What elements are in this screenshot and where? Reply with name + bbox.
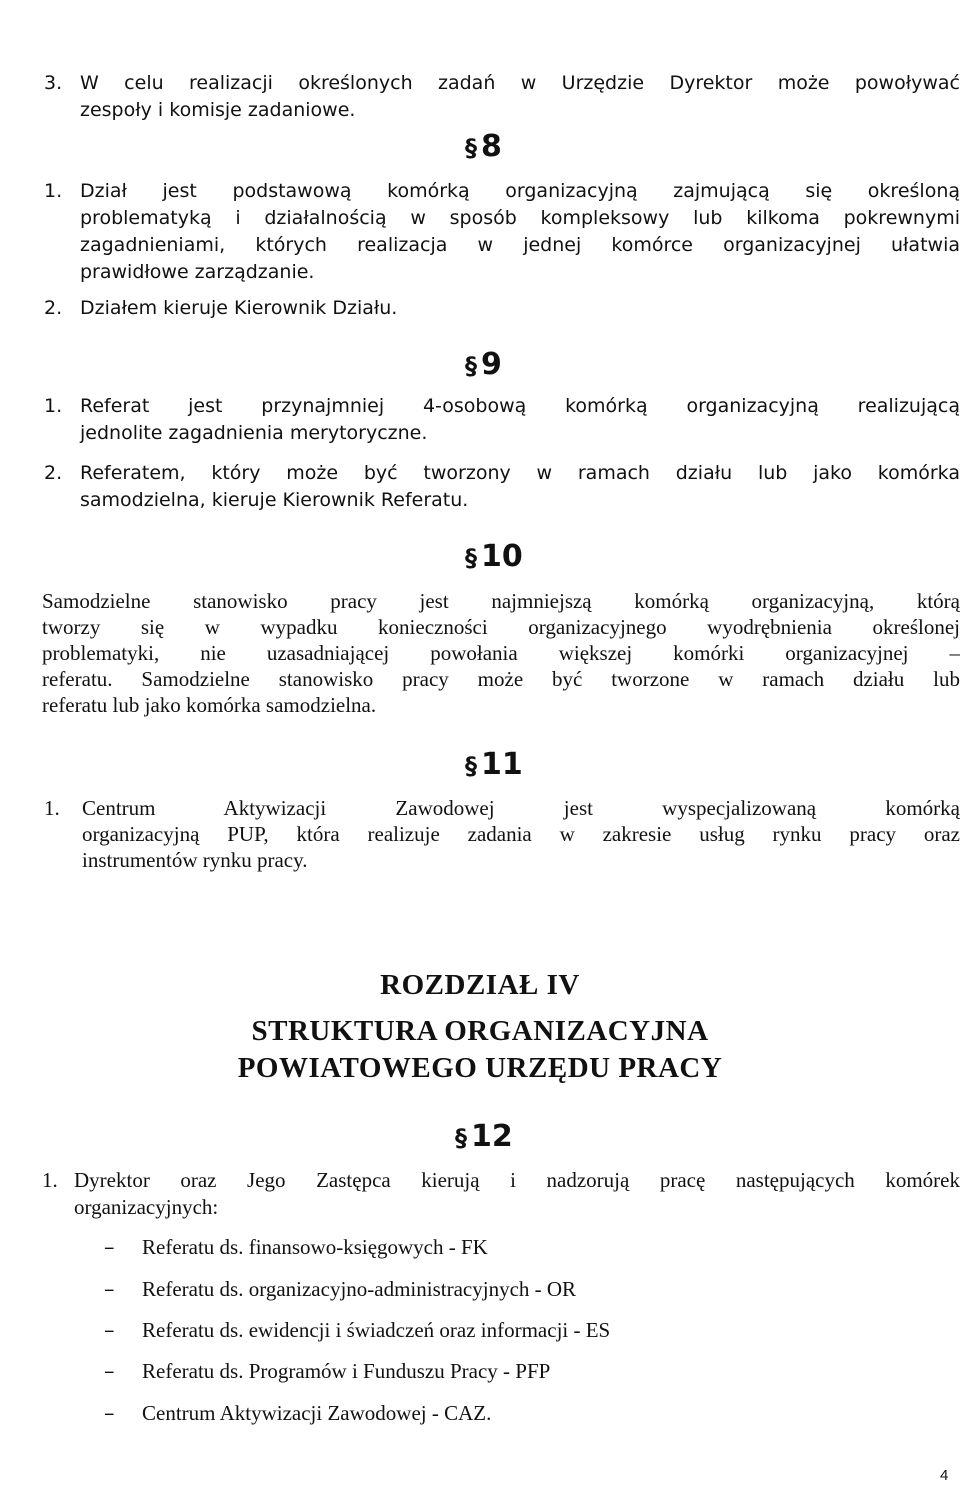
list-bullet: – <box>104 1359 115 1383</box>
text-line: problematyki, nie uzasadniającej powołania większej komórki organizacyjnej – <box>42 641 960 665</box>
text-line: Centrum Aktywizacji Zawodowej jest wyspecjalizowaną komórką <box>82 796 960 820</box>
text-line: zespoły i komisje zadaniowe. <box>80 99 356 121</box>
item-number: 1. <box>44 395 63 417</box>
list-bullet: – <box>104 1318 115 1342</box>
text-line: Dział jest podstawową komórką organizacyjną zajmującą się określoną <box>80 180 960 202</box>
page-number: 4 <box>940 1467 949 1484</box>
item-number: 3. <box>44 72 63 94</box>
section-symbol: § <box>465 544 477 572</box>
item-number: 1. <box>44 180 63 202</box>
text-line: tworzy się w wypadku konieczności organizacyjnego wyodrębnienia określonej <box>42 615 960 639</box>
chapter-title-line-1: STRUKTURA ORGANIZACYJNA <box>251 1015 709 1047</box>
s10-paragraph <box>42 588 960 718</box>
section-symbol: § <box>465 352 477 380</box>
text-line: Referat jest przynajmniej 4-osobową komórką organizacyjną realizującą <box>80 395 960 417</box>
text-line: jednolite zagadnienia merytoryczne. <box>80 422 428 444</box>
section-symbol: § <box>455 1124 467 1152</box>
text-line: Działem kieruje Kierownik Działu. <box>80 297 398 319</box>
list-bullet: – <box>104 1401 115 1425</box>
list-item: Referatu ds. organizacyjno-administracyjnych - OR <box>142 1277 577 1301</box>
list-item: Referatu ds. Programów i Funduszu Pracy - PFP <box>142 1359 551 1383</box>
list-bullet: – <box>104 1235 115 1259</box>
chapter-number: ROZDZIAŁ IV <box>380 969 580 1001</box>
text-line: prawidłowe zarządzanie. <box>80 261 315 283</box>
text-line: referatu. Samodzielne stanowisko pracy może być tworzone w ramach działu lub <box>42 667 960 691</box>
list-item: Referatu ds. finansowo-księgowych - FK <box>142 1235 488 1259</box>
item-number: 2. <box>44 297 63 319</box>
text-line: zagadnieniami, których realizacja w jednej komórce organizacyjnej ułatwia <box>80 234 960 256</box>
chapter-title-line-2: POWIATOWEGO URZĘDU PRACY <box>237 1052 723 1084</box>
text-line: organizacyjną PUP, która realizuje zadania w zakresie usług rynku pracy oraz <box>82 822 960 846</box>
section-10-heading: § 10 <box>465 539 523 574</box>
text-line: instrumentów rynku pracy. <box>82 848 308 872</box>
section-11-heading: § 11 <box>465 747 523 782</box>
section-9-heading: § 9 <box>465 347 502 382</box>
text-line: organizacyjnych: <box>74 1195 219 1219</box>
section-symbol: § <box>465 134 477 162</box>
section-symbol: § <box>465 752 477 780</box>
text-line: samodzielna, kieruje Kierownik Referatu. <box>80 489 469 511</box>
list-item: Centrum Aktywizacji Zawodowej - CAZ. <box>142 1401 492 1425</box>
text-line: Samodzielne stanowisko pracy jest najmniejszą komórką organizacyjną, którą <box>42 589 960 613</box>
text-line: Dyrektor oraz Jego Zastępca kierują i nadzorują pracę następujących komórek <box>74 1168 960 1192</box>
section-12-heading: § 12 <box>455 1119 513 1154</box>
item-number: 1. <box>44 796 60 820</box>
text-line: Referatem, który może być tworzony w ramach działu lub jako komórka <box>80 462 960 484</box>
text-line: problematyką i działalnością w sposób kompleksowy lub kilkoma pokrewnymi <box>80 207 960 229</box>
list-bullet: – <box>104 1277 115 1301</box>
section-8-heading: § 8 <box>465 129 502 164</box>
text-line: referatu lub jako komórka samodzielna. <box>42 693 377 717</box>
list-item: Referatu ds. ewidencji i świadczeń oraz informacji - ES <box>142 1318 611 1342</box>
item-number: 1. <box>42 1168 58 1192</box>
text-line: W celu realizacji określonych zadań w Urzędzie Dyrektor może powoływać <box>80 72 960 94</box>
item-number: 2. <box>44 462 63 484</box>
